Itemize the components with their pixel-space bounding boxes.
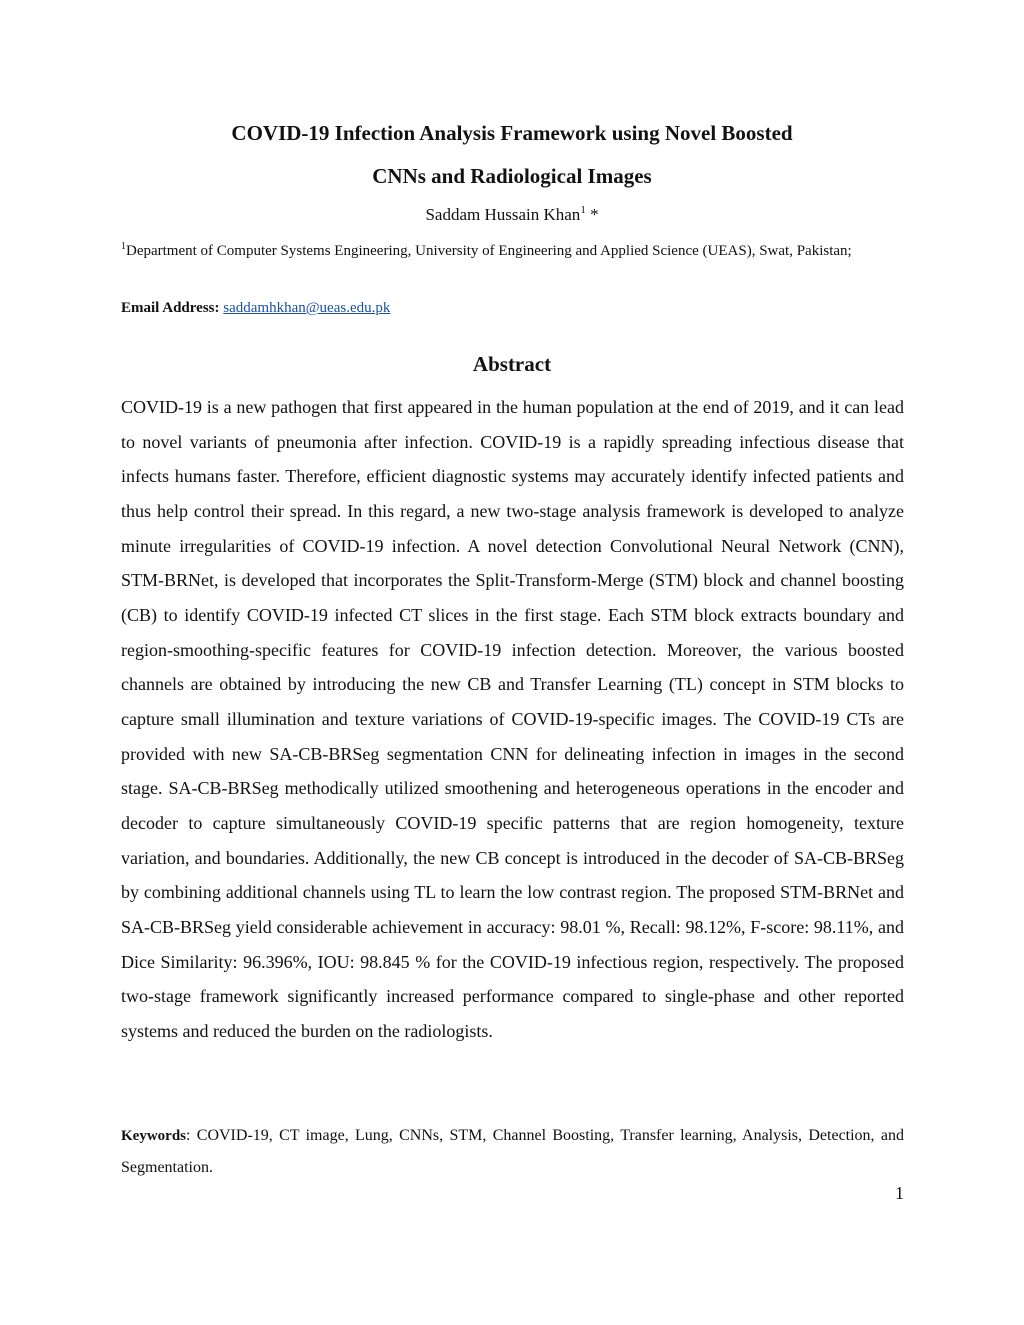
- corresponding-author-mark: *: [585, 205, 599, 224]
- keywords-label: Keywords: [121, 1128, 186, 1144]
- author-line: [0, 205, 1024, 225]
- abstract-body: COVID-19 is a new pathogen that first appeared in the human population at the end of 2019, and it can lead to novel variants of pneumonia after infection. COVID-19 is a rapidly spreading infectious disease that infects humans faster. Therefore, efficient diagnostic systems may accurately identify infected patients and thus help control their spread. In this regard, a new two-stage analysis framework is developed to analyze minute irregularities of COVID-19 infection. A novel detection Convolutional Neural Network (CNN), STM-BRNet, is developed that incorporates the Split-Transform-Merge (STM) block and channel boosting (CB) to identify COVID-19 infected CT slices in the first stage. Each STM block extracts boundary and region-smoothing-specific features for COVID-19 infection detection. Moreover, the various boosted channels are obtained by introducing the new CB and Transfer Learning (TL) concept in STM blocks to capture small illumination and texture variations of COVID-19-specific images. The COVID-19 CTs are provided with new SA-CB-BRSeg segmentation CNN for delineating infection in images in the second stage. SA-CB-BRSeg methodically utilized smoothening and heterogeneous operations in the encoder and decoder to capture simultaneously COVID-19 specific patterns that are region homogeneity, texture variation, and boundaries. Additionally, the new CB concept is introduced in the decoder of SA-CB-BRSeg by combining additional channels using TL to learn the low contrast region. The proposed STM-BRNet and SA-CB-BRSeg yield considerable achievement in accuracy: 98.01 %, Recall: 98.12%, F-score: 98.11%, and Dice Similarity: 96.396%, IOU: 98.845 % for the COVID-19 infectious region, respectively. The proposed two-stage framework significantly increased performance compared to single-phase and other reported systems and reduced the burden on the radiologists.: [121, 397, 904, 1041]
- affiliation: [121, 241, 904, 262]
- affiliation-mark: 1: [121, 241, 126, 252]
- author-affiliation-mark: 1: [580, 204, 586, 216]
- keywords-text: : COVID-19, CT image, Lung, CNNs, STM, Channel Boosting, Transfer learning, Analysis, Detection, and Segmentation.: [121, 1127, 904, 1176]
- affiliation-text: Department of Computer Systems Engineering, University of Engineering and Applied Science (UEAS), Swat, Pakistan;: [126, 243, 852, 259]
- author-name: Saddam Hussain Khan: [425, 205, 581, 224]
- keywords: [121, 1120, 904, 1183]
- email-line: [121, 298, 390, 319]
- abstract-heading: Abstract: [472, 352, 552, 376]
- email-label: Email Address:: [121, 300, 220, 316]
- paper-title-line-2: CNNs and Radiological Images: [372, 164, 652, 188]
- page-number: 1: [895, 1183, 904, 1203]
- paper-title-line-1: COVID-19 Infection Analysis Framework using Novel Boosted: [231, 121, 793, 145]
- email-link[interactable]: saddamhkhan@ueas.edu.pk: [223, 300, 391, 316]
